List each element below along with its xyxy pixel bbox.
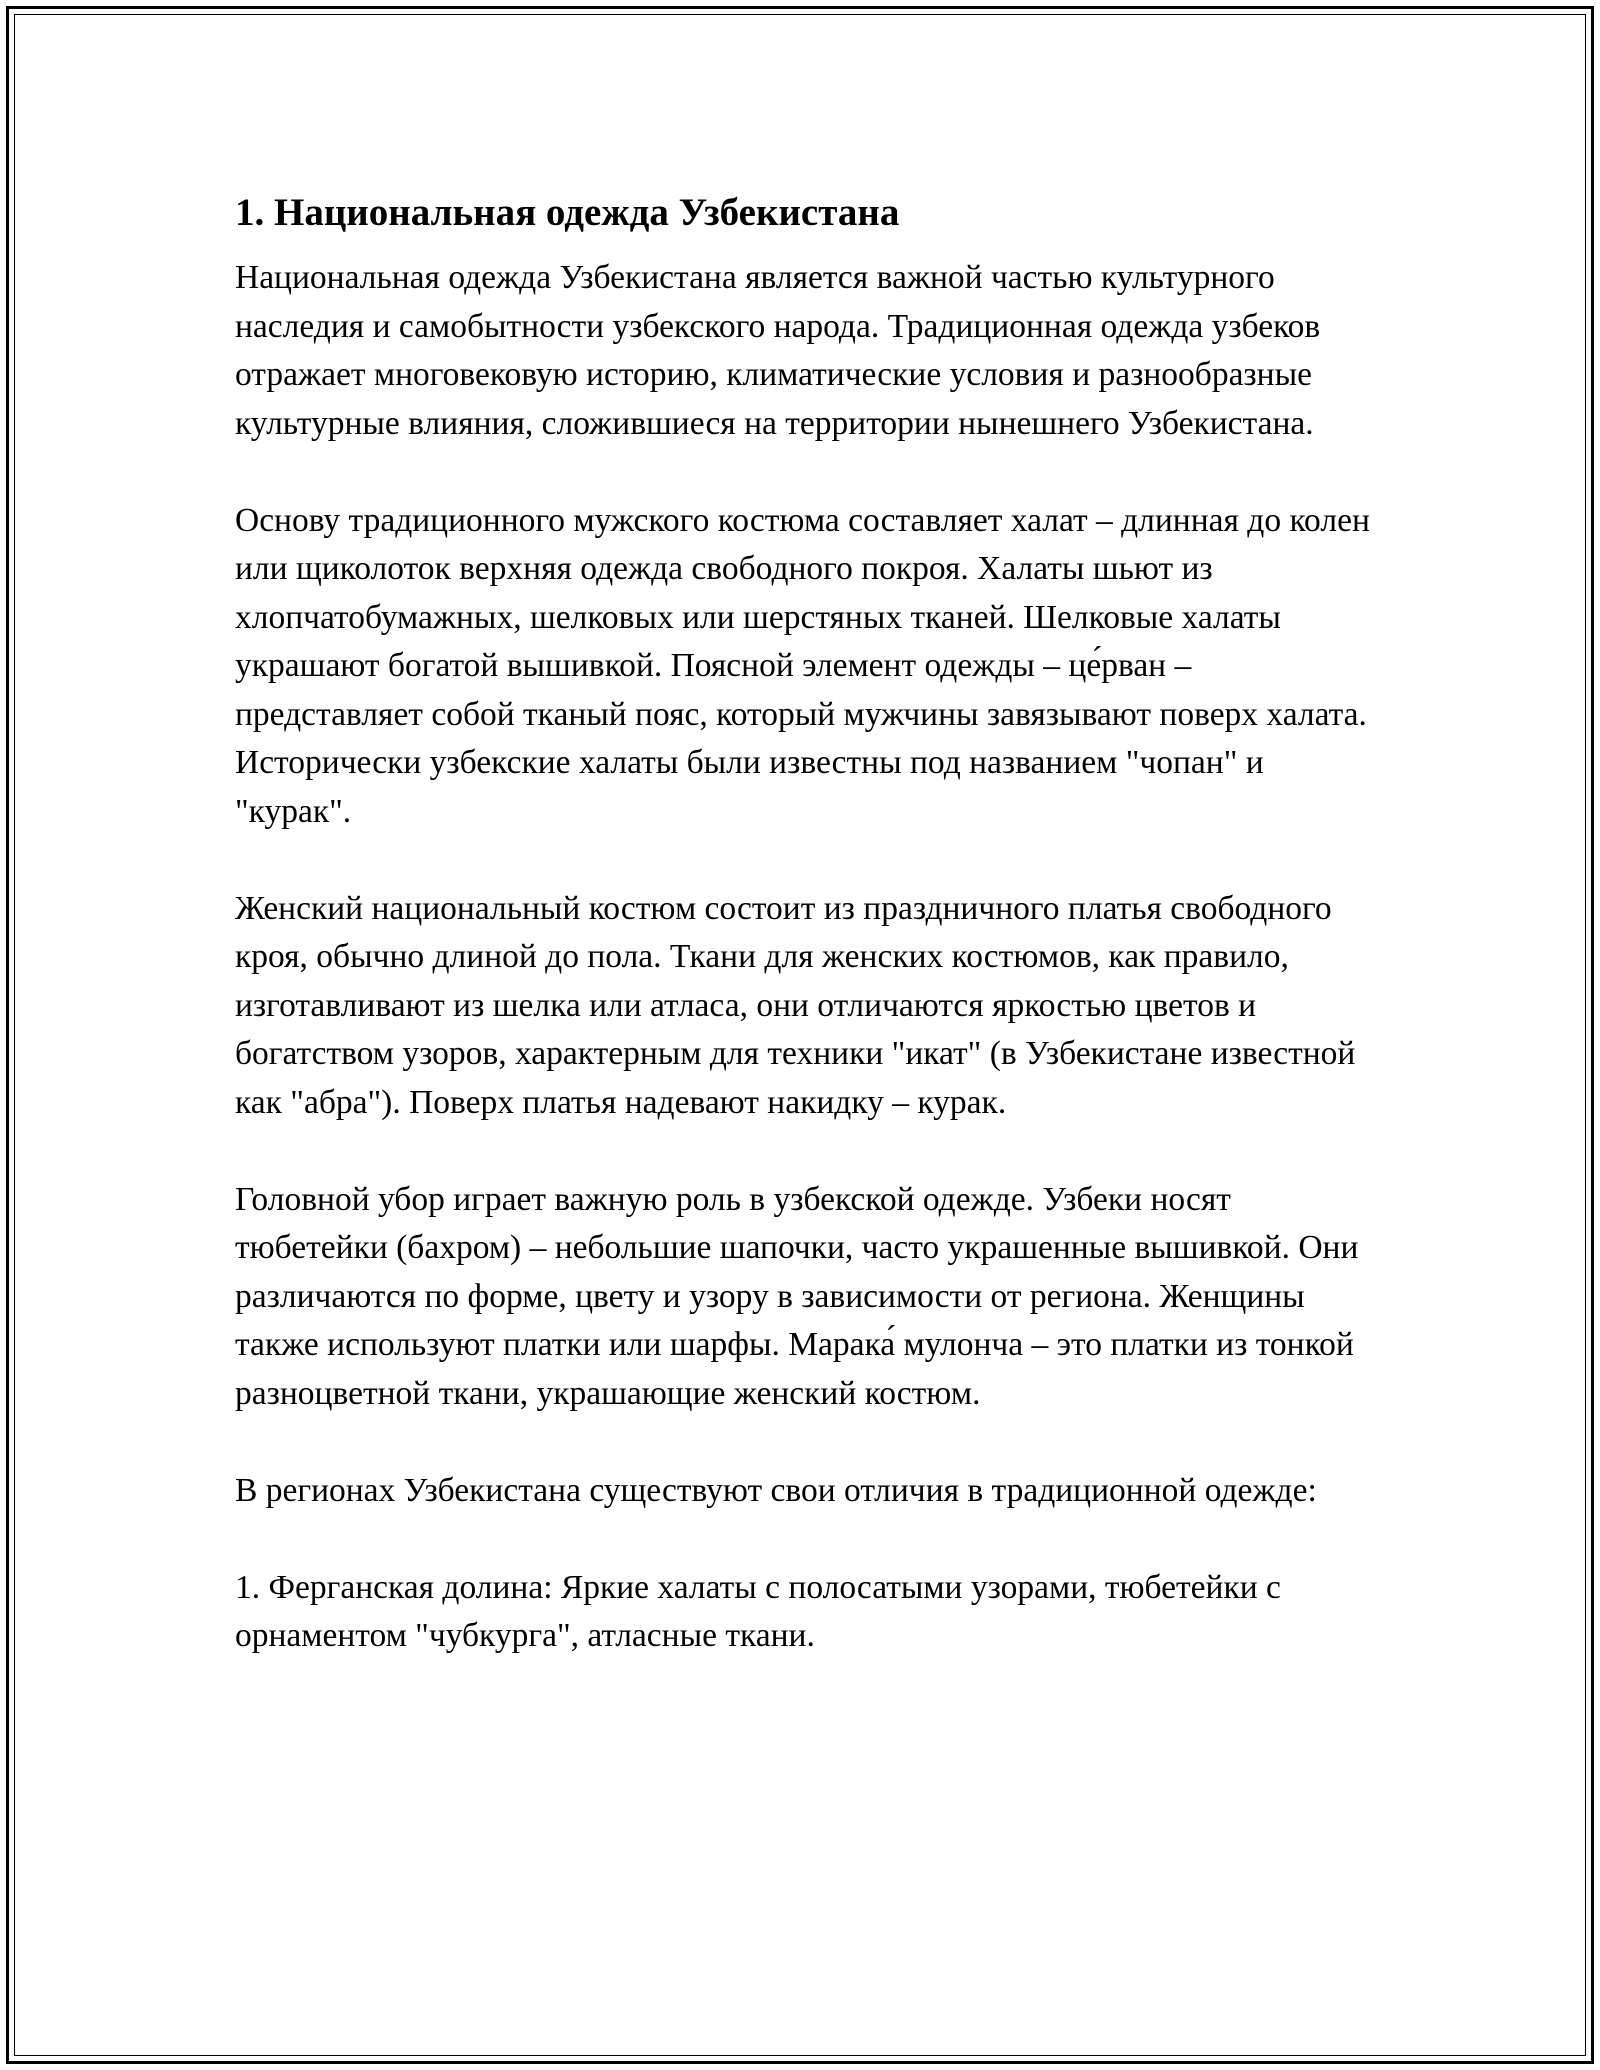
document-body (235, 187, 1385, 1709)
section-heading: 1. Национальная одежда Узбекистана (235, 191, 900, 234)
paragraph-womens-costume: Женский национальный костюм состоит из праздничного платья свободного кроя, обычно длиной до пола. Ткани для женских костюмов, как правило, изготавливают из шелка или атласа, они отличаются яркостью цветов и богатством узоров, характерным для техники "икат" (в Узбекистане известной как "абра"). Поверх платья надевают накидку – курак. (235, 889, 1356, 1121)
paragraph-region-fergana: 1. Ферганская долина: Яркие халаты с полосатыми узорами, тюбетейки с орнаментом "чубкурга", атласные ткани. (235, 1568, 1281, 1654)
paragraph-headwear: Головной убор играет важную роль в узбекской одежде. Узбеки носят тюбетейки (бахром) – небольшие шапочки, часто украшенные вышивкой. Они различаются по форме, цвету и узору в зависимости от региона. Женщины также используют платки или шарфы. Марака́ мулонча – это платки из тонкой разноцветной ткани, украшающие женский костюм. (235, 1180, 1359, 1412)
paragraph-intro: Национальная одежда Узбекистана является важной частью культурного наследия и самобытности узбекского народа. Традиционная одежда узбеков отражает многовековую историю, климатические условия и разнообразные культурные влияния, сложившиеся на территории нынешнего Узбекистана. (235, 259, 1321, 442)
paragraph-regions-intro: В регионах Узбекистана существуют свои отличия в традиционной одежде: (235, 1471, 1317, 1509)
paragraph-mens-costume: Основу традиционного мужского костюма составляет халат – длинная до колен или щиколоток верхняя одежда свободного покроя. Халаты шьют из хлопчатобумажных, шелковых или шерстяных тканей. Шелковые халаты украшают богатой вышивкой. Поясной элемент одежды – це́рван – представляет собой тканый пояс, который мужчины завязывают поверх халата. Исторически узбекские халаты были известны под названием "чопан" и "курак". (235, 501, 1370, 830)
